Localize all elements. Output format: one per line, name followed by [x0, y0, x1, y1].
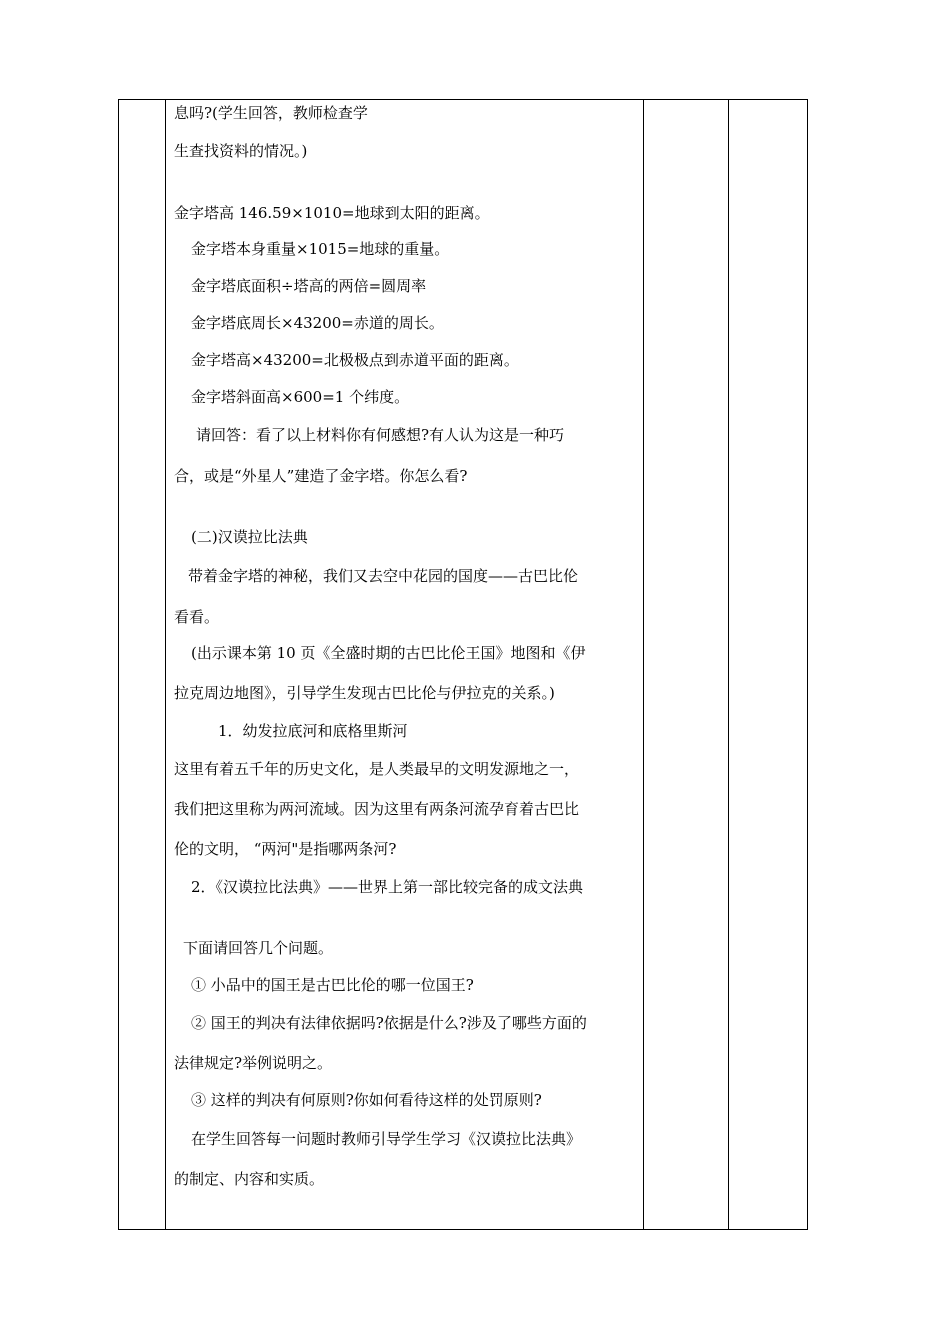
text-line: 金字塔高 146.59×1010=地球到太阳的距离。: [174, 204, 490, 222]
subheading: 2．《汉谟拉比法典》——世界上第一部比较完备的成文法典: [191, 878, 584, 896]
text-line: 金字塔底面积÷塔高的两倍=圆周率: [191, 277, 427, 295]
text-line: 拉克周边地图》，引导学生发现古巴比伦与伊拉克的关系。): [174, 684, 555, 702]
text-line: 的制定、内容和实质。: [174, 1170, 325, 1188]
text-line: 带着金字塔的神秘，我们又去空中花园的国度——古巴比伦: [188, 567, 579, 585]
column-divider-1: [165, 100, 166, 1229]
text-line: 金字塔高×43200=北极极点到赤道平面的距离。: [191, 351, 519, 369]
section-heading: (二)汉谟拉比法典: [191, 528, 308, 546]
text-line: 金字塔斜面高×600=1 个纬度。: [191, 388, 410, 406]
text-line: 看看。: [174, 608, 220, 626]
question-item: ② 国王的判决有法律依据吗?依据是什么?涉及了哪些方面的: [191, 1014, 587, 1032]
text-line: (出示课本第 10 页《全盛时期的古巴比伦王国》地图和《伊: [191, 644, 586, 662]
subheading: 1．幼发拉底河和底格里斯河: [218, 722, 408, 740]
question-item: ③ 这样的判决有何原则?你如何看待这样的处罚原则?: [191, 1091, 542, 1109]
text-line: 合，或是“外星人”建造了金字塔。你怎么看?: [174, 467, 468, 485]
text-line: 金字塔本身重量×1015=地球的重量。: [191, 240, 450, 258]
column-divider-2: [643, 100, 644, 1229]
text-line: 伦的文明， “两河"是指哪两条河?: [174, 840, 397, 858]
text-line: 请回答：看了以上材料你有何感想?有人认为这是一种巧: [196, 426, 565, 444]
text-line: 下面请回答几个问题。: [183, 939, 334, 957]
text-line: 我们把这里称为两河流域。因为这里有两条河流孕育着古巴比: [174, 800, 580, 818]
text-line: 法律规定?举例说明之。: [174, 1054, 333, 1072]
text-line: 生查找资料的情况。): [174, 142, 308, 160]
text-line: 金字塔底周长×43200=赤道的周长。: [191, 314, 444, 332]
question-item: ① 小品中的国王是古巴比伦的哪一位国王?: [191, 976, 474, 994]
text-line: 在学生回答每一问题时教师引导学生学习《汉谟拉比法典》: [191, 1130, 582, 1148]
text-line: 这里有着五千年的历史文化，是人类最早的文明发源地之一，: [174, 760, 580, 778]
column-divider-3: [728, 100, 729, 1229]
text-line: 息吗?(学生回答，教师检查学: [174, 104, 368, 122]
